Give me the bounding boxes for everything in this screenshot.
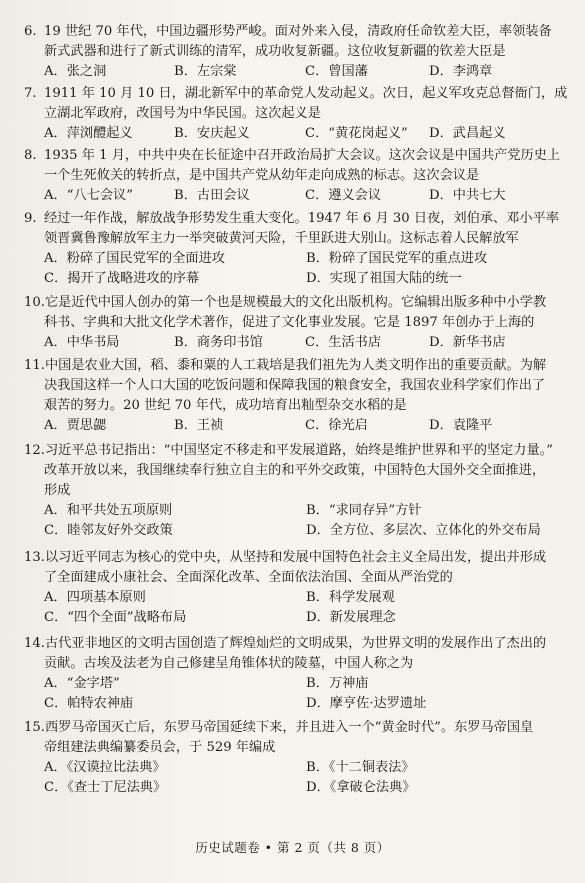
question-8 [24,146,572,206]
page-footer: 历史试题卷 • 第 2 页（共 8 页） [195,840,390,855]
stem-line: 立湖北军政府，改国号为中华民国。这次起义是 [44,106,321,121]
option-a: A．和平共处五项原则 [44,503,173,518]
stem-line: 古代亚非地区的文明古国创造了辉煌灿烂的文明成果，为世界文明的发展作出了杰出的 [44,636,547,651]
question-number: 10. [24,295,45,310]
stem-line: 一个生死攸关的转折点，是中国共产党从幼年走向成熟的标志。这次会议是 [44,168,480,183]
stem-line: 改革开放以来，我国继续奉行独立自主的和平外交政策，中国特色大国外交全面推进， [44,463,546,478]
option-a: A．中华书局 [44,335,120,350]
stem-line: 中国是农业大国，稻、黍和粟的人工栽培是我们祖先为人类文明作出的重要贡献。为解 [44,358,547,373]
option-c: C．帕特农神庙 [44,696,134,711]
option-c: C．徐光启 [305,418,368,433]
option-b: B．“求同存异”方针 [306,503,422,518]
question-14 [24,634,572,714]
question-stem [24,548,572,568]
option-d: D．《拿破仑法典》 [306,780,416,795]
stem-line: 领晋冀鲁豫解放军主力一举突破黄河天险，千里跃进大别山。这标志着人民解放军 [44,231,519,246]
question-stem [24,356,572,376]
option-c: C．遵义会议 [305,188,382,203]
question-stem [24,84,572,104]
option-a: A．张之洞 [44,64,107,79]
option-b: B．古田会议 [174,188,250,203]
stem-line: 1935 年 1 月，中共中央在长征途中召开政治局扩大会议。这次会议是中国共产党历史上 [44,148,561,163]
options [24,249,572,289]
question-number: 11. [24,358,45,373]
question-number: 8. [24,148,37,163]
option-a: A．《汉谟拉比法典》 [44,760,166,775]
question-number: 7. [24,86,37,101]
stem-line: 新式武器和进行了新式训练的清军，成功收复新疆。这位收复新疆的钦差大臣是 [44,44,506,59]
stem-line: 帝组建法典编纂委员会，于 529 年编成 [44,740,276,755]
option-c: C．生活书店 [305,335,382,350]
question-stem [24,293,572,313]
stem-line: 贡献。古埃及法老为自己修建呈角锥体状的陵墓，中国人称之为 [44,656,414,671]
option-b: B．万神庙 [306,676,369,691]
option-b: B．《十二铜表法》 [306,760,415,775]
option-a: A．粉碎了国民党军的全面进攻 [44,251,225,266]
options [24,588,572,628]
question-stem [24,718,572,738]
stem-line: 习近平总书记指出：“中国坚定不移走和平发展道路，始终是维护世界和平的坚定力量。” [44,443,553,458]
option-d: D．新华书店 [429,335,506,350]
question-11 [24,356,572,436]
option-a: A．四项基本原则 [44,590,146,605]
question-6 [24,22,572,82]
option-c: C．揭开了战略进攻的序幕 [44,271,200,286]
stem-line: 形成 [44,483,71,498]
option-c: C．睦邻友好外交政策 [44,523,173,538]
stem-line: 科书、字典和大批文化学术著作，促进了文化事业发展。它是 1897 年创办于上海的 [44,315,535,330]
options [24,674,572,714]
question-10 [24,293,572,353]
option-d: D．中共七大 [429,188,506,203]
question-number: 13. [24,550,45,565]
stem-line: 决我国这样一个人口大国的吃饭问题和保障我国的粮食安全，我国农业科学家们作出了 [44,378,546,393]
stem-line: 1911 年 10 月 10 日，湖北新军中的革命党人发动起义。次日，起义军攻克总督衙门，成 [44,86,568,101]
option-d: D．实现了祖国大陆的统一 [306,271,462,286]
question-number: 6. [24,24,37,39]
option-c: C．《查士丁尼法典》 [44,780,167,795]
question-stem [24,441,572,461]
question-stem [24,209,572,229]
options [24,333,572,353]
stem-line: 它是近代中国人创办的第一个也是规模最大的文化出版机构。它编辑出版多种中小学教 [44,295,547,310]
option-b: B．商务印书馆 [174,335,263,350]
question-stem [24,22,572,42]
options [24,416,572,436]
option-b: B．粉碎了国民党军的重点进攻 [306,251,488,266]
option-b: B．左宗棠 [174,64,237,79]
option-c: C．曾国藩 [305,64,368,79]
option-d: D．武昌起义 [429,126,506,141]
question-number: 9. [24,211,37,226]
option-b: B．王祯 [174,418,224,433]
option-d: D．新发展理念 [306,610,396,625]
option-c: C．“黄花岗起义” [305,126,408,141]
options [24,501,572,541]
option-d: D．袁隆平 [429,418,493,433]
question-9 [24,209,572,289]
options [24,124,572,144]
question-stem [24,634,572,654]
stem-line: 了全面建成小康社会、全面深化改革、全面依法治国、全面从严治党的 [44,570,453,585]
option-a: A．贾思勰 [44,418,107,433]
options [24,758,572,798]
stem-line: 19 世纪 70 年代，中国边疆形势严峻。面对外来入侵，清政府任命钦差大臣，率领装备 [44,24,552,39]
options [24,62,572,82]
option-d: D．摩亨佐·达罗遗址 [306,696,427,711]
option-d: D．全方位、多层次、立体化的外交布局 [306,523,541,538]
stem-line: 经过一年作战，解放战争形势发生重大变化。1947 年 6 月 30 日夜，刘伯承、邓小平率 [44,211,559,226]
stem-line: 艰苦的努力。20 世纪 70 年代，成功培育出籼型杂交水稻的是 [44,398,407,413]
options [24,186,572,206]
stem-line: 以习近平同志为核心的党中央，从坚持和发展中国特色社会主义全局出发，提出并形成 [44,550,547,565]
option-d: D．李鸿章 [429,64,493,79]
question-7 [24,84,572,144]
question-15 [24,718,572,798]
option-b: B．科学发展观 [306,590,395,605]
option-a: A．“金字塔” [44,676,120,691]
question-number: 12. [24,443,45,458]
option-b: B．安庆起义 [174,126,250,141]
question-number: 14. [24,636,45,651]
question-13 [24,548,572,628]
option-a: A．“八七会议” [44,188,133,203]
question-number: 15. [24,720,45,735]
question-stem [24,146,572,166]
option-a: A．萍浏醴起义 [44,126,133,141]
option-c: C．“四个全面”战略布局 [44,610,187,625]
stem-line: 西罗马帝国灭亡后，东罗马帝国延续下来，并且进入一个“黄金时代”。东罗马帝国皇 [44,720,534,735]
question-12 [24,441,572,541]
